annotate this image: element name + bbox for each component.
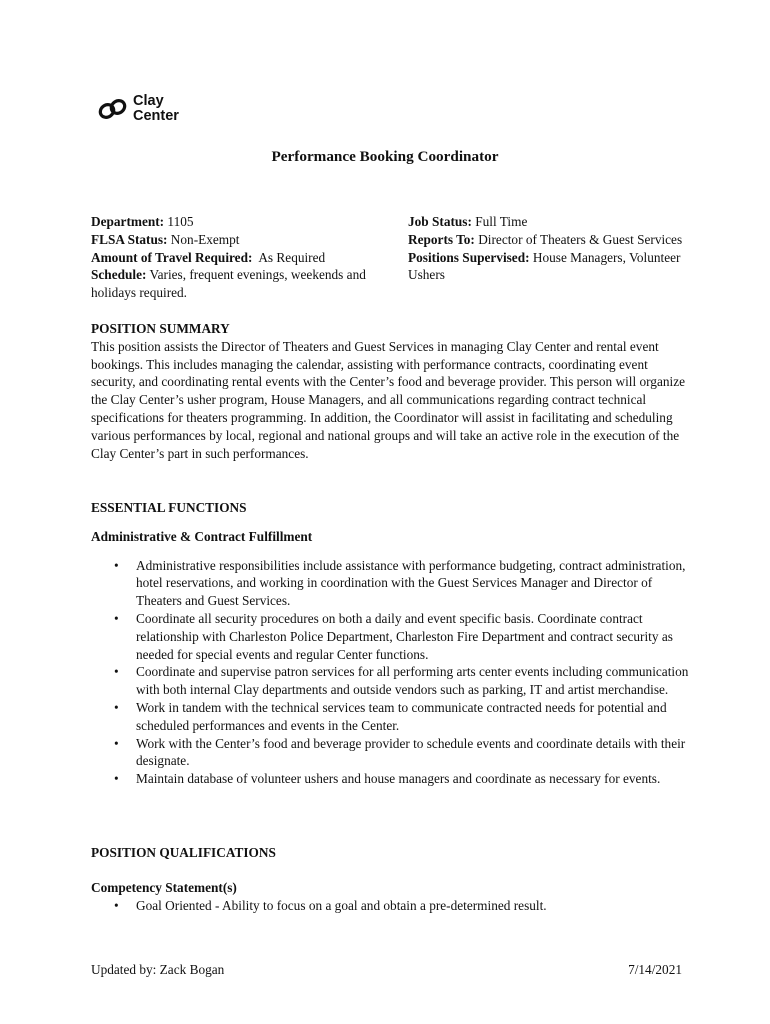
essential-functions [91, 499, 691, 788]
detail-value: 1105 [164, 214, 194, 229]
position-qualifications [91, 844, 691, 914]
footer-date: 7/14/2021 [628, 962, 682, 977]
detail-label: Amount of Travel Required: [91, 249, 253, 265]
subsection-heading: Competency Statement(s) [91, 879, 237, 895]
detail-value: Full Time [471, 214, 528, 229]
detail-label: Positions Supervised: [408, 249, 530, 265]
detail-positions-supervised [408, 249, 688, 285]
list-item: • Coordinate all security procedures on both a daily and event specific basis. Coordinate contract relationship with Charleston Police Department, Charleston Fire Department and contract security as needed for special events and regular Center functions. [91, 610, 691, 663]
detail-value: House Managers, Volunteer Ushers [408, 249, 681, 283]
list-item: • Coordinate and supervise patron services for all performing arts center events including communication with both internal Clay departments and outside vendors such as parking, IT and artist merchandise. [91, 663, 691, 699]
list-item: • Maintain database of volunteer ushers and house managers and coordinate as necessary for events. [91, 770, 691, 788]
section-heading: POSITION SUMMARY [91, 321, 230, 336]
detail-label: Job Status: [408, 214, 472, 229]
details-left [91, 213, 381, 302]
detail-department [91, 213, 381, 231]
summary-text: This position assists the Director of Theaters and Guest Services in managing Clay Center and rental event bookings. This includes managing the calendar, assisting with performance contracts, coordinating event security, and coordinating rental events with the Center’s food and beverage provider. This person will organize the Clay Center’s usher program, House Managers, and all communications regarding contract technical specifications for theaters programming. In addition, the Coordinator will assist in facilitating and scheduling various performances by local, regional and national groups and will take an active role in the execution of the Clay Center’s part in such performances. [91, 338, 686, 461]
list-item: • Administrative responsibilities include assistance with performance budgeting, contract administration, hotel reservations, and working in coordination with the Guest Services Manager and Director of Theaters and Guest Services. [91, 557, 691, 610]
section-heading: POSITION QUALIFICATIONS [91, 845, 276, 860]
detail-label: Department: [91, 214, 165, 229]
detail-label: Schedule: [91, 267, 147, 283]
detail-value: Non-Exempt [167, 231, 240, 247]
detail-travel [91, 249, 381, 267]
logo-text [133, 94, 179, 123]
detail-label: FLSA Status: [91, 231, 168, 247]
detail-schedule [91, 266, 381, 302]
section-heading: ESSENTIAL FUNCTIONS [91, 500, 247, 515]
detail-label: Reports To: [408, 231, 475, 247]
logo-text-line1: Clay [133, 93, 164, 109]
detail-value: Varies, frequent evenings, weekends and holidays required. [91, 267, 366, 301]
detail-value: Director of Theaters & Guest Services [474, 231, 683, 247]
footer-updated-by: Updated by: Zack Bogan [91, 962, 225, 977]
page-title: Performance Booking Coordinator [271, 148, 499, 165]
position-summary [91, 320, 691, 462]
detail-flsa-status [91, 231, 381, 249]
detail-job-status [408, 213, 688, 231]
list-item: • Work in tandem with the technical services team to communicate contracted needs for potential and scheduled performances and events in the Center. [91, 699, 691, 735]
logo-text-line2: Center [133, 107, 179, 124]
clay-center-logo [97, 94, 179, 123]
list-item: • Goal Oriented - Ability to focus on a goal and obtain a pre-determined result. [91, 897, 691, 915]
detail-reports-to [408, 231, 688, 249]
details-right [408, 213, 688, 284]
qualifications-list [91, 897, 691, 915]
subsection-heading: Administrative & Contract Fulfillment [91, 528, 313, 544]
detail-value: As Required [252, 249, 326, 265]
functions-list [91, 557, 691, 788]
clay-center-logo-icon [97, 95, 131, 123]
list-item: • Work with the Center’s food and beverage provider to schedule events and coordinate details with their designate. [91, 735, 691, 771]
